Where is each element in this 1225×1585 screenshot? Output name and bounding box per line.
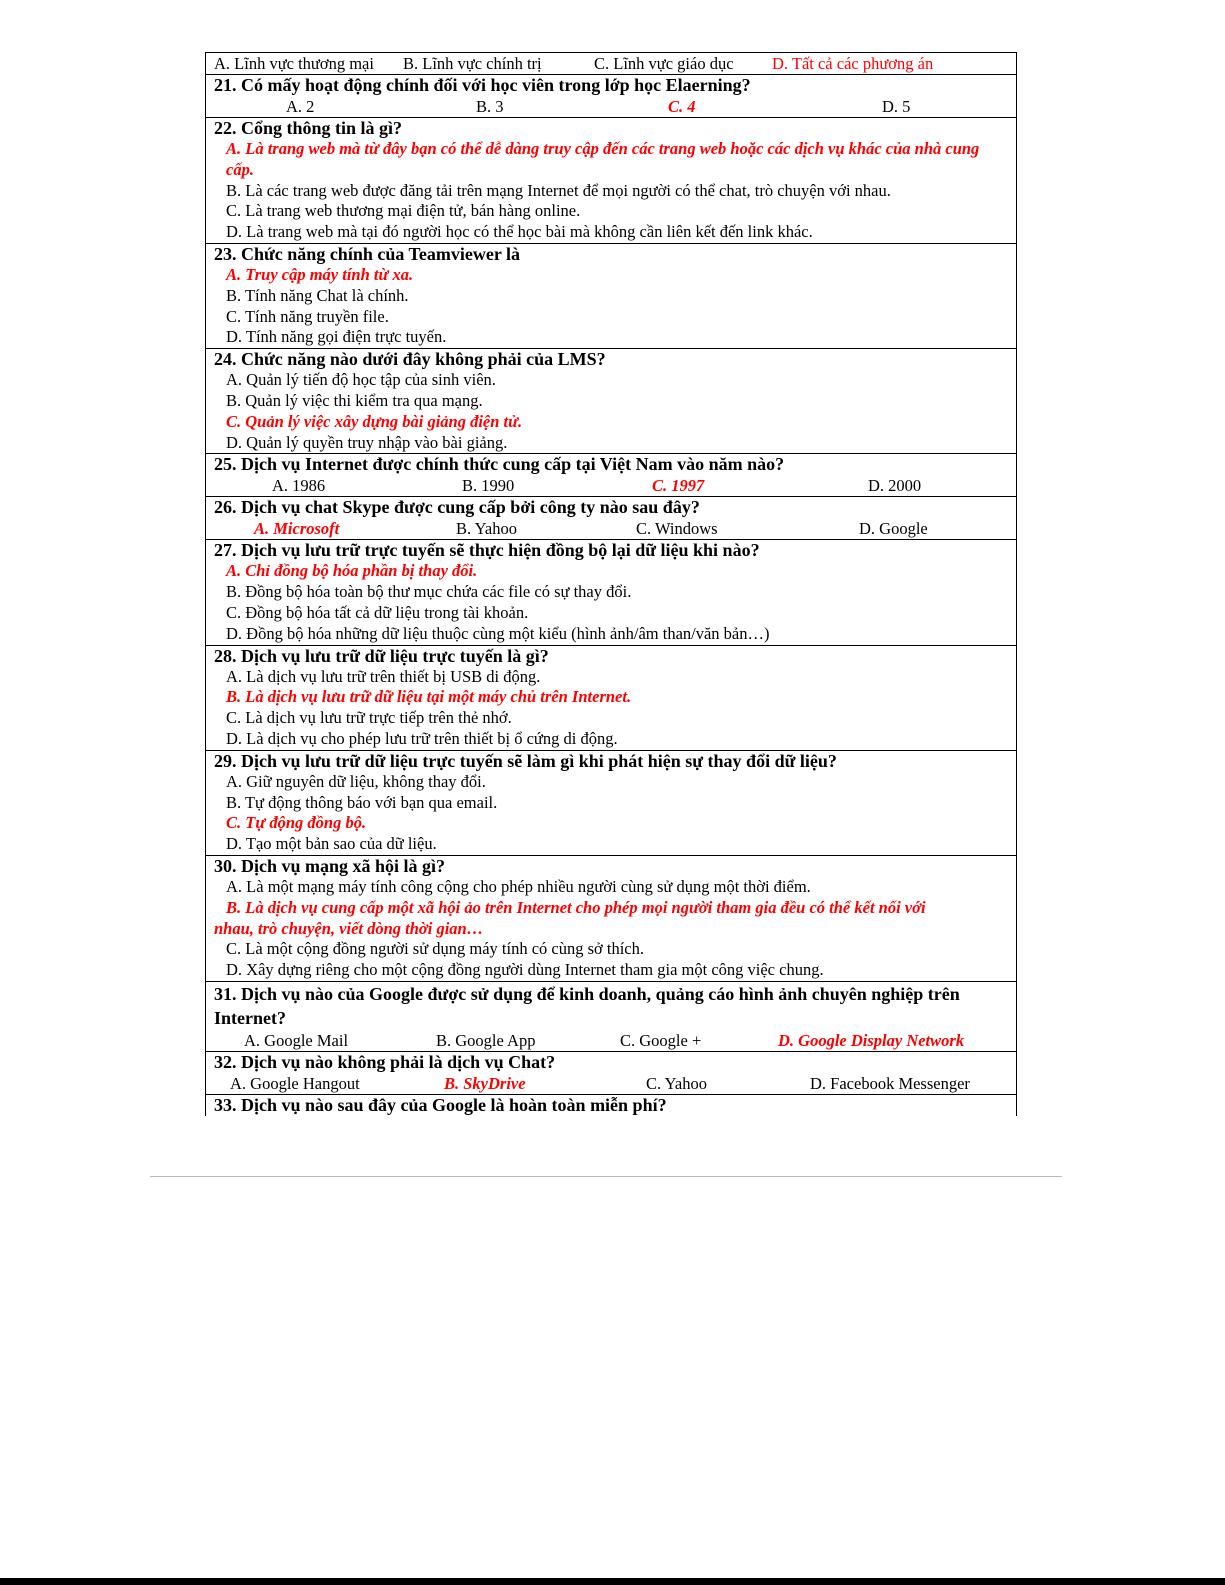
question-title: 25. Dịch vụ Internet được chính thức cung cấp tại Việt Nam vào năm nào? <box>214 454 785 475</box>
options-row <box>206 53 1016 74</box>
option-c: C. Là dịch vụ lưu trữ trực tiếp trên thẻ nhớ. <box>226 708 512 728</box>
option-c-correct: C. Tự động đồng bộ. <box>226 813 367 833</box>
option-c: C. Tính năng truyền file. <box>226 306 389 326</box>
option-d: D. Đồng bộ hóa những dữ liệu thuộc cùng một kiểu (hình ảnh/âm than/văn bản…) <box>226 623 770 643</box>
option-a: A. Là dịch vụ lưu trữ trên thiết bị USB di động. <box>226 666 541 686</box>
option-c-correct: C. 1997 <box>652 476 705 496</box>
question-title: 28. Dịch vụ lưu trữ dữ liệu trực tuyến là gì? <box>214 645 549 666</box>
option-b: B. Google App <box>436 1030 536 1050</box>
option-b: B. Là các trang web được đăng tải trên mạng Internet để mọi người có thể chat, trò chuyện với nhau. <box>226 180 891 200</box>
option-d: D. Tạo một bản sao của dữ liệu. <box>226 834 437 854</box>
option-d: D. Quản lý quyền truy nhập vào bài giảng. <box>226 432 508 452</box>
options-row <box>206 1073 1016 1094</box>
option-d: D. 5 <box>882 97 911 116</box>
question-30 <box>206 856 1016 982</box>
page-divider <box>150 1176 1062 1177</box>
question-31 <box>206 982 1016 1052</box>
option-d: D. Facebook Messenger <box>810 1073 970 1093</box>
question-32 <box>206 1052 1016 1095</box>
question-title: 33. Dịch vụ nào sau đây của Google là hoàn toàn miễn phí? <box>214 1094 667 1115</box>
option-c-correct: C. Quản lý việc xây dựng bài giảng điện tử. <box>226 411 523 431</box>
question-20 <box>206 53 1016 75</box>
option-d-correct: D. Google Display Network <box>778 1030 965 1050</box>
option-c: C. Google + <box>620 1030 702 1050</box>
option-b: B. Tính năng Chat là chính. <box>226 285 409 305</box>
option-a: A. Là một mạng máy tính công cộng cho phép nhiều người cùng sử dụng một thời điểm. <box>226 876 811 896</box>
option-b-correct: B. Là dịch vụ lưu trữ dữ liệu tại một máy chủ trên Internet. <box>226 687 632 707</box>
question-25 <box>206 454 1016 497</box>
option-c: C. Là một cộng đồng người sử dụng máy tính có cùng sở thích. <box>226 939 645 959</box>
question-title: 23. Chức năng chính của Teamviewer là <box>214 243 520 264</box>
option-a: A. 2 <box>286 97 315 116</box>
option-a-correct: A. Microsoft <box>254 519 340 539</box>
question-24 <box>206 349 1016 454</box>
option-b-correct: B. SkyDrive <box>444 1073 526 1093</box>
option-b: B. Yahoo <box>456 519 517 539</box>
option-c: C. Lĩnh vực giáo dục <box>594 54 734 73</box>
option-d: D. Là trang web mà tại đó người học có thể học bài mà không cần liên kết đến link khác. <box>226 222 813 242</box>
option-b: B. Lĩnh vực chính trị <box>403 54 542 73</box>
option-a-correct: A. Là trang web mà từ đây bạn có thể dễ dàng truy cập đến các trang web hoặc các dịch vụ khác của nhà cung cấp. <box>226 139 980 179</box>
question-22 <box>206 118 1016 244</box>
quiz-table <box>205 52 1017 1116</box>
option-d-correct: D. Tất cả các phương án <box>772 54 934 73</box>
option-b: B. Đồng bộ hóa toàn bộ thư mục chứa các file có sự thay đổi. <box>226 582 632 602</box>
option-b-correct-line1: B. Là dịch vụ cung cấp một xã hội ảo trên Internet cho phép mọi người tham gia đều có thể kết nối với <box>226 897 926 917</box>
option-c: C. Yahoo <box>646 1073 707 1093</box>
option-b: B. 1990 <box>462 476 515 496</box>
question-title: 29. Dịch vụ lưu trữ dữ liệu trực tuyến sẽ làm gì khi phát hiện sự thay đổi dữ liệu? <box>214 750 837 771</box>
question-21 <box>206 75 1016 118</box>
question-27 <box>206 540 1016 645</box>
option-b: B. Quản lý việc thi kiểm tra qua mạng. <box>226 390 483 410</box>
question-23 <box>206 244 1016 349</box>
option-a: A. Google Hangout <box>230 1073 360 1093</box>
options-row <box>206 96 1016 117</box>
option-c: C. Là trang web thương mại điện tử, bán hàng online. <box>226 201 581 221</box>
option-d: D. Google <box>859 519 928 539</box>
option-b: B. Tự động thông báo với bạn qua email. <box>226 792 498 812</box>
question-29 <box>206 751 1016 856</box>
option-d: D. Là dịch vụ cho phép lưu trữ trên thiết bị ổ cứng di động. <box>226 728 618 748</box>
option-a-correct: A. Chỉ đồng bộ hóa phần bị thay đổi. <box>226 561 478 581</box>
question-title: 31. Dịch vụ nào của Google được sử dụng để kinh doanh, quảng cáo hình ảnh chuyên nghiệp trên Internet? <box>214 983 960 1028</box>
option-a: A. Quản lý tiến độ học tập của sinh viên. <box>226 370 496 390</box>
question-26 <box>206 497 1016 540</box>
option-d: D. 2000 <box>868 476 922 496</box>
question-title: 30. Dịch vụ mạng xã hội là gì? <box>214 855 446 876</box>
option-a: A. Lĩnh vực thương mại <box>214 54 374 73</box>
question-title: 22. Cổng thông tin là gì? <box>214 118 403 138</box>
question-title: 21. Có mấy hoạt động chính đối với học viên trong lớp học Elaerning? <box>214 75 751 95</box>
option-b: B. 3 <box>476 97 504 116</box>
option-d: D. Xây dựng riêng cho một cộng đồng người dùng Internet tham gia một công việc chung. <box>226 960 824 980</box>
option-a: A. Google Mail <box>244 1030 349 1050</box>
option-a: A. Giữ nguyên dữ liệu, không thay đổi. <box>226 771 486 791</box>
question-title: 24. Chức năng nào dưới đây không phải của LMS? <box>214 349 606 370</box>
option-c: C. Đồng bộ hóa tất cả dữ liệu trong tài khoản. <box>226 602 529 622</box>
question-28 <box>206 646 1016 751</box>
question-title: 27. Dịch vụ lưu trữ trực tuyến sẽ thực hiện đồng bộ lại dữ liệu khi nào? <box>214 540 760 561</box>
options-row <box>206 1030 1016 1051</box>
option-d: D. Tính năng gọi điện trực tuyến. <box>226 327 447 347</box>
option-b-correct-line2: nhau, trò chuyện, viết dòng thời gian… <box>214 918 484 938</box>
option-c-correct: C. 4 <box>668 97 696 116</box>
options-row <box>206 518 1016 539</box>
question-title: 26. Dịch vụ chat Skype được cung cấp bởi công ty nào sau đây? <box>214 497 700 518</box>
bottom-edge-bar <box>0 1578 1225 1585</box>
option-a-correct: A. Truy cập máy tính từ xa. <box>226 264 414 284</box>
option-c: C. Windows <box>636 519 718 539</box>
question-33 <box>206 1095 1016 1116</box>
option-a: A. 1986 <box>272 476 326 496</box>
options-row <box>206 475 1016 496</box>
question-title: 32. Dịch vụ nào không phải là dịch vụ Chat? <box>214 1051 556 1072</box>
